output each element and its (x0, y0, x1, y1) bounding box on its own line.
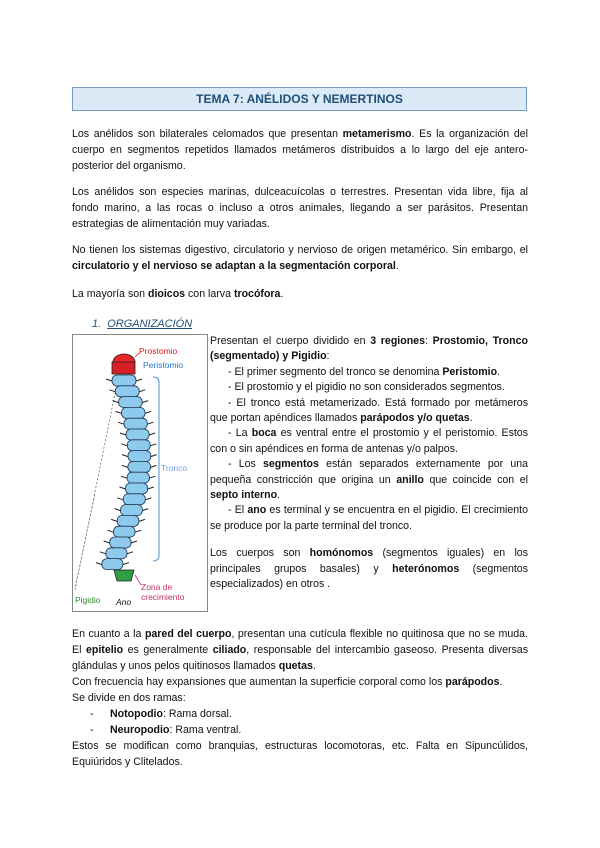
body-segment (115, 386, 139, 397)
queta-bristle (142, 401, 148, 403)
body-segment (110, 537, 131, 548)
queta-bristle (139, 519, 145, 521)
queta-bristle (149, 433, 155, 435)
body-segment (123, 494, 145, 505)
org-item-5: - Los segmentos están separados externamente por una pequeña constricción que origina un anillo que coincide con el septo interno. (210, 458, 528, 502)
queta-bristle (149, 476, 155, 478)
body-segment (114, 526, 136, 537)
queta-bristle (115, 509, 121, 511)
queta-bristle (120, 433, 126, 435)
body-segment (126, 483, 148, 494)
peristomio-shape (112, 362, 135, 374)
body-segment (128, 451, 151, 462)
body-segment (126, 429, 149, 440)
wall-paragraph-4: Estos se modifican como branquias, estructuras locomotoras, etc. Falta en Sipuncúlidos, Equiúridos y Clitelados. (72, 740, 528, 768)
body-segment (122, 407, 146, 418)
body-segment (127, 440, 150, 451)
body-segment (117, 515, 139, 526)
body-segment (128, 461, 151, 472)
queta-bristle (135, 530, 141, 532)
intro-paragraph-1: Los anélidos son bilaterales celomados que presentan metamerismo. Es la organización del cuerpo en segmentos repetidos llamados metámeros distribuidos a lo largo del eje antero-posterior del organismo. (72, 128, 528, 172)
queta-bristle (142, 509, 148, 511)
org-lead: Presentan el cuerpo dividido en 3 regiones: Prostomio, Tronco (segmentado) y Pigidio: (210, 335, 528, 363)
list-item-neuropodio: - Neuropodio: Rama ventral. (90, 724, 242, 736)
label-tronco: Tronco (161, 463, 188, 473)
wall-paragraph-2: Con frecuencia hay expansiones que aumentan la superficie corporal como los parápodos. (72, 676, 503, 688)
queta-bristle (145, 498, 151, 500)
queta-bristle (150, 465, 156, 467)
queta-bristle (96, 563, 102, 565)
label-ano: Ano (116, 597, 132, 607)
queta-bristle (117, 498, 123, 500)
queta-bristle (127, 552, 133, 554)
annelid-diagram (72, 334, 208, 612)
org-item-4: - La boca es ventral entre el prostomio y el peristomio. Estos con o sin apéndices en forma de antenas y/o palpos. (210, 427, 528, 455)
org-bodies: Los cuerpos son homónomos (segmentos iguales) en los principales grupos basales) y heterónomos (segmentos especializados) en otros . (210, 547, 528, 591)
label-crecimiento: crecimiento (141, 592, 185, 602)
label-zona: Zona de (141, 582, 173, 592)
body-segment (102, 559, 123, 570)
worm-body (96, 375, 157, 570)
body-segment (119, 397, 143, 408)
label-pigidio: Pigidio (75, 595, 101, 605)
queta-bristle (150, 444, 156, 446)
queta-bristle (111, 519, 117, 521)
annelid-illustration (73, 335, 207, 611)
queta-bristle (136, 379, 142, 381)
queta-bristle (139, 390, 145, 392)
queta-bristle (121, 476, 127, 478)
organization-description (210, 334, 528, 593)
queta-bristle (131, 541, 137, 543)
org-item-3: - El tronco está metamerizado. Está formado por metámeros que portan apéndices llamados parápodos y/o quetas. (210, 396, 528, 425)
org-item-6: - El ano es terminal y se encuentra en el pigidio. El crecimiento se produce por la parte terminal del tronco. (210, 504, 528, 532)
tronco-bracket (153, 377, 159, 561)
intro-paragraph-4: La mayoría son dioicos con larva trocófora. (72, 288, 284, 300)
queta-bristle (116, 411, 122, 413)
pigidio-shape (114, 570, 134, 581)
page-title: TEMA 7: ANÉLIDOS Y NEMERTINOS (72, 87, 527, 111)
queta-bristle (100, 552, 106, 554)
queta-bristle (121, 444, 127, 446)
body-segment (121, 505, 143, 516)
body-segment (124, 418, 147, 429)
queta-bristle (122, 465, 128, 467)
queta-bristle (123, 563, 129, 565)
queta-bristle (120, 487, 126, 489)
section-heading-organizacion: 1. ORGANIZACIÓN (92, 318, 193, 330)
queta-bristle (145, 411, 151, 413)
queta-bristle (104, 541, 110, 543)
wall-paragraph-3: Se divide en dos ramas: (72, 692, 186, 704)
wall-paragraph-1: En cuanto a la pared del cuerpo, presentan una cutícula flexible no quitinosa que no se muda. El epitelio es generalmente ciliado, responsable del intercambio gaseoso. Presenta diversas glándulas y unos pelos quitinosos llamados quetas. (72, 628, 528, 672)
list-item-notopodio: - Notopodio: Rama dorsal. (90, 708, 232, 720)
queta-bristle (109, 390, 115, 392)
body-segment (112, 375, 136, 386)
label-prostomio: Prostomio (139, 346, 178, 356)
label-peristomio: Peristomio (143, 360, 184, 370)
org-item-2: - El prostomio y el pigidio no son considerados segmentos. (228, 381, 505, 394)
body-segment (127, 472, 149, 483)
queta-bristle (148, 487, 154, 489)
body-segment (106, 548, 127, 559)
queta-bristle (147, 422, 153, 424)
queta-bristle (118, 422, 124, 424)
queta-bristle (151, 455, 157, 457)
intro-paragraph-2: Los anélidos son especies marinas, dulceacuícolas o terrestres. Presentan vida libre, fija al fondo marino, a las rocas o incluso a otros animales, llegando a ser parásitos. Presentan estrategias de alimentación muy variadas. (72, 186, 528, 230)
queta-bristle (122, 455, 128, 457)
queta-bristle (108, 530, 114, 532)
queta-bristle (106, 379, 112, 381)
intro-paragraph-3: No tienen los sistemas digestivo, circulatorio y nervioso de origen metamérico. Sin embargo, el circulatorio y el nervioso se adaptan a la segmentación corporal. (72, 244, 528, 272)
org-item-1: - El primer segmento del tronco se denomina Peristomio. (228, 365, 501, 378)
